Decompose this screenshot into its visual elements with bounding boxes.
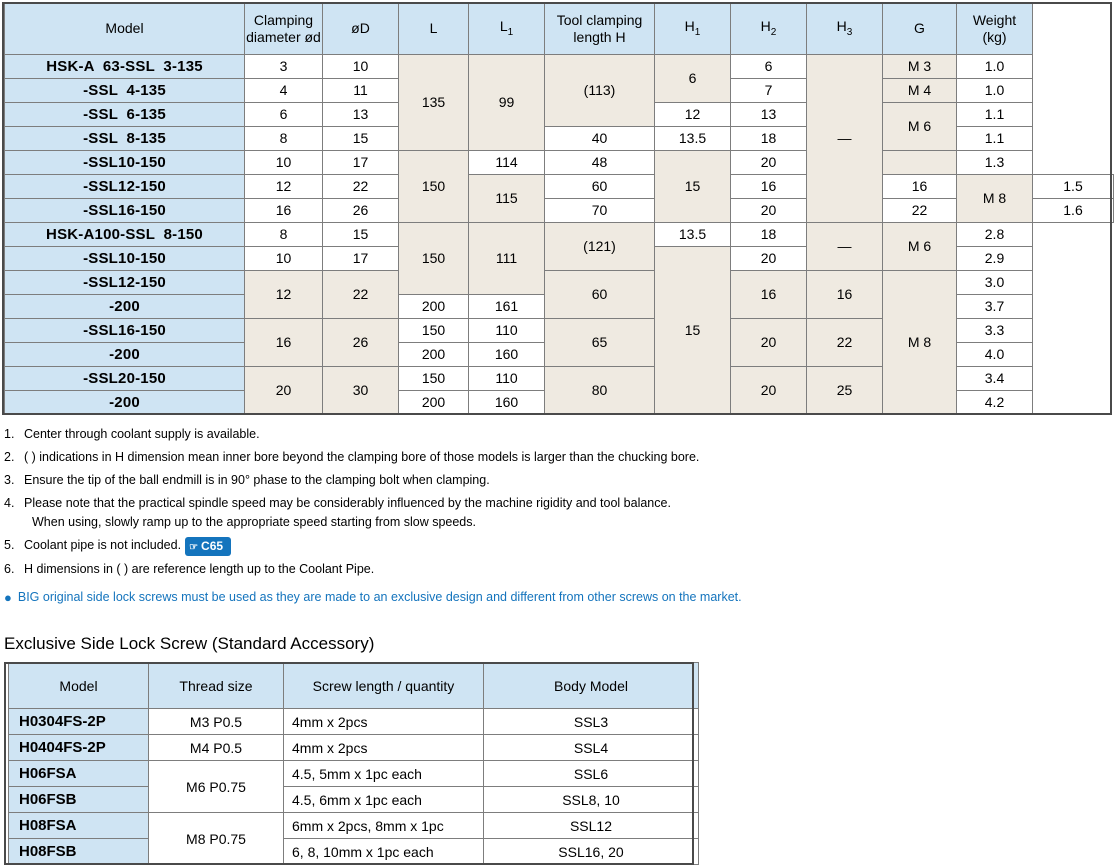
cell-screw-length: 4.5, 5mm x 1pc each — [284, 761, 484, 787]
cell-l1: 161 — [469, 295, 545, 319]
cell-model: -200 — [5, 343, 245, 367]
cell-h1: 13.5 — [655, 223, 731, 247]
col-header-h1 — [655, 3, 731, 55]
cell-od: 30 — [323, 367, 399, 415]
cell-model: HSK-A 63-SSL 3-135 — [5, 55, 245, 79]
cell-h2: 20 — [731, 319, 807, 367]
cell-g: M 6 — [883, 103, 957, 151]
cell-clamping-diameter: 8 — [245, 223, 323, 247]
h3-subscript: 3 — [846, 27, 853, 39]
page-reference-label: C65 — [201, 538, 224, 553]
cell-od: 22 — [323, 271, 399, 319]
cell-clamping-diameter: 6 — [245, 103, 323, 127]
cell-weight: 1.1 — [957, 127, 1033, 151]
cell-h2: 16 — [731, 175, 807, 199]
cell-clamping-diameter: 12 — [245, 175, 323, 199]
screw-table-header-row — [9, 663, 699, 709]
cell-body-model: SSL12 — [484, 813, 699, 839]
cell-weight: 1.0 — [957, 79, 1033, 103]
cell-weight: 2.9 — [957, 247, 1033, 271]
cell-screw-length: 6mm x 2pcs, 8mm x 1pc — [284, 813, 484, 839]
tool-clamping-line2: length H — [573, 28, 626, 45]
cell-h1: 15 — [655, 151, 731, 223]
highlight-note — [4, 590, 1117, 604]
col-header-weight — [957, 3, 1033, 55]
table-row — [5, 199, 1114, 223]
cell-clamping-diameter: 10 — [245, 151, 323, 175]
catalog-page — [0, 2, 1117, 867]
cell-od: 26 — [323, 319, 399, 367]
tool-clamping-line1: Tool clamping — [556, 12, 643, 29]
note-text: Please note that the practical spindle speed may be considerably influenced by the machine rigidity and tool balance. — [24, 496, 671, 511]
cell-screw-length: 4mm x 2pcs — [284, 709, 484, 735]
cell-tool-clamping-length: (113) — [545, 55, 655, 127]
note-text: Center through coolant supply is available. — [24, 427, 260, 441]
note-text: H dimensions in ( ) are reference length up to the Coolant Pipe. — [24, 562, 375, 577]
cell-od: 10 — [323, 55, 399, 79]
cell-h2: 16 — [731, 271, 807, 319]
note-number: 1. — [4, 427, 15, 441]
clamping-diameter-line1: Clamping — [253, 12, 314, 29]
cell-clamping-diameter: 8 — [245, 127, 323, 151]
note-item — [4, 536, 1117, 556]
cell-h1: 13.5 — [655, 127, 731, 151]
cell-body-model: SSL3 — [484, 709, 699, 735]
cell-tool-clamping-length: 80 — [545, 367, 655, 415]
cell-model: -SSL12-150 — [5, 175, 245, 199]
cell-l: 135 — [399, 55, 469, 151]
cell-weight: 2.8 — [957, 223, 1033, 247]
cell-g: M 8 — [957, 175, 1033, 223]
cell-g: M 3 — [883, 55, 957, 79]
note-number: 3. — [4, 473, 15, 488]
cell-od: 11 — [323, 79, 399, 103]
cell-l1: 114 — [469, 151, 545, 175]
cell-weight: 1.6 — [1033, 199, 1114, 223]
cell-clamping-diameter: 10 — [245, 247, 323, 271]
spec-table — [4, 2, 1114, 415]
cell-screw-model: H08FSB — [9, 839, 149, 865]
col-header-screw-model: Model — [9, 663, 149, 709]
weight-line1: Weight — [972, 12, 1017, 29]
cell-thread-size: M4 P0.5 — [149, 735, 284, 761]
cell-tool-clamping-length: 70 — [545, 199, 655, 223]
note-item — [4, 560, 1117, 578]
col-header-l: L — [399, 3, 469, 55]
cell-h3: 16 — [807, 271, 883, 319]
cell-model: -SSL 4-135 — [5, 79, 245, 103]
cell-tool-clamping-length: 40 — [545, 127, 655, 151]
cell-h3: 22 — [883, 199, 957, 223]
table-row — [5, 223, 1114, 247]
screw-table-wrapper — [4, 662, 694, 865]
cell-h2: 20 — [731, 199, 807, 223]
cell-l1: 160 — [469, 391, 545, 415]
cell-l1: 111 — [469, 223, 545, 295]
col-header-body-model: Body Model — [484, 663, 699, 709]
table-row — [9, 761, 699, 787]
cell-screw-length: 4.5, 6mm x 1pc each — [284, 787, 484, 813]
cell-clamping-diameter: 16 — [245, 199, 323, 223]
cell-body-model: SSL8, 10 — [484, 787, 699, 813]
cell-clamping-diameter: 4 — [245, 79, 323, 103]
weight-line2: (kg) — [982, 28, 1007, 45]
note-number: 5. — [4, 537, 15, 552]
cell-h3: 22 — [807, 319, 883, 367]
table-row — [9, 813, 699, 839]
cell-l: 200 — [399, 343, 469, 367]
cell-h2: 13 — [731, 103, 807, 127]
l1-subscript: 1 — [507, 27, 514, 39]
cell-l: 150 — [399, 223, 469, 295]
cell-tool-clamping-length: (121) — [545, 223, 655, 271]
cell-h1: 12 — [655, 103, 731, 127]
cell-l1: 115 — [469, 175, 545, 223]
cell-body-model: SSL6 — [484, 761, 699, 787]
bullet-icon: ● — [4, 590, 12, 606]
table-row — [5, 151, 1114, 175]
note-text: ( ) indications in H dimension mean inner bore beyond the clamping bore of those models is larger than the chucking bore. — [24, 450, 700, 465]
cell-model: -SSL20-150 — [5, 367, 245, 391]
cell-model: -SSL 8-135 — [5, 127, 245, 151]
cell-l1: 160 — [469, 343, 545, 367]
note-number: 2. — [4, 450, 15, 465]
note-item — [4, 494, 1117, 530]
col-header-tool-clamping-length — [545, 3, 655, 55]
h2-base: H — [760, 18, 771, 35]
cell-h3: — — [807, 223, 883, 271]
cell-tool-clamping-length: 48 — [545, 151, 655, 175]
note-text: Ensure the tip of the ball endmill is in 90° phase to the clamping bolt when clamping. — [24, 473, 490, 488]
spec-table-header-row — [5, 3, 1114, 55]
col-header-screw-length-quantity: Screw length / quantity — [284, 663, 484, 709]
cell-model: -SSL10-150 — [5, 151, 245, 175]
note-item — [4, 471, 1117, 489]
table-row — [5, 175, 1114, 199]
cell-weight: 1.0 — [957, 55, 1033, 79]
h3-base: H — [836, 18, 847, 35]
cell-screw-model: H06FSA — [9, 761, 149, 787]
cell-h2: 6 — [731, 55, 807, 79]
cell-l1: 110 — [469, 367, 545, 391]
col-header-clamping-diameter — [245, 3, 323, 55]
col-header-model: Model — [5, 3, 245, 55]
cell-weight: 4.0 — [957, 343, 1033, 367]
cell-h3: 25 — [807, 367, 883, 415]
note-item — [4, 448, 1117, 466]
cell-l1: 99 — [469, 55, 545, 151]
note-text-block — [24, 494, 1117, 530]
note-number: 6. — [4, 562, 15, 577]
cell-g: M 6 — [883, 223, 957, 271]
cell-h1: 15 — [655, 247, 731, 415]
cell-weight: 1.3 — [957, 151, 1033, 175]
cell-l1: 110 — [469, 319, 545, 343]
cell-model: -200 — [5, 391, 245, 415]
cell-screw-model: H0404FS-2P — [9, 735, 149, 761]
cell-l: 150 — [399, 151, 469, 223]
note-text: Coolant pipe is not included. — [24, 537, 182, 552]
cell-h2: 20 — [731, 151, 807, 175]
cell-weight: 3.3 — [957, 319, 1033, 343]
cell-od: 22 — [323, 175, 399, 199]
table-row — [5, 55, 1114, 79]
page-reference-link[interactable] — [185, 537, 231, 557]
cell-screw-model: H08FSA — [9, 813, 149, 839]
table-row — [9, 787, 699, 813]
cell-screw-model: H0304FS-2P — [9, 709, 149, 735]
cell-thread-size: M3 P0.5 — [149, 709, 284, 735]
col-header-thread-size: Thread size — [149, 663, 284, 709]
clamping-diameter-line2: diameter ød — [246, 28, 321, 45]
cell-l: 150 — [399, 367, 469, 391]
cell-l: 200 — [399, 391, 469, 415]
cell-screw-length: 4mm x 2pcs — [284, 735, 484, 761]
col-header-g: G — [883, 3, 957, 55]
cell-body-model: SSL16, 20 — [484, 839, 699, 865]
table-row — [5, 271, 1114, 295]
cell-od: 15 — [323, 223, 399, 247]
cell-od: 17 — [323, 151, 399, 175]
col-header-h3 — [807, 3, 883, 55]
cell-h3: — — [807, 55, 883, 223]
h1-subscript: 1 — [694, 27, 701, 39]
note-number: 4. — [4, 496, 15, 511]
note-item — [4, 425, 1117, 443]
table-row — [9, 839, 699, 865]
col-header-od: øD — [323, 3, 399, 55]
h2-subscript: 2 — [770, 27, 777, 39]
notes-list — [4, 425, 1117, 578]
cell-model: -SSL16-150 — [5, 199, 245, 223]
l1-base: L — [499, 18, 508, 35]
note-text-second-line: When using, slowly ramp up to the appropriate speed starting from slow speeds. — [32, 514, 476, 529]
cell-tool-clamping-length: 60 — [545, 271, 655, 319]
cell-thread-size: M8 P0.75 — [149, 813, 284, 865]
cell-weight: 4.2 — [957, 391, 1033, 415]
cell-weight: 3.7 — [957, 295, 1033, 319]
spec-table-wrapper — [2, 2, 1112, 415]
cell-h2: 7 — [731, 79, 807, 103]
col-header-l1 — [469, 3, 545, 55]
cell-od: 13 — [323, 103, 399, 127]
cell-g: M 8 — [883, 271, 957, 415]
highlight-note-text: BIG original side lock screws must be used as they are made to an exclusive design and different from other screws on the market. — [17, 590, 742, 605]
cell-model: -SSL10-150 — [5, 247, 245, 271]
cell-od: 15 — [323, 127, 399, 151]
cell-clamping-diameter: 20 — [245, 367, 323, 415]
cell-weight: 3.4 — [957, 367, 1033, 391]
cell-od: 17 — [323, 247, 399, 271]
cell-clamping-diameter: 3 — [245, 55, 323, 79]
cell-h1: 6 — [655, 55, 731, 103]
cell-model: -SSL12-150 — [5, 271, 245, 295]
h1-base: H — [684, 18, 695, 35]
cell-tool-clamping-length: 60 — [545, 175, 655, 199]
arrow-icon: ☞ — [189, 541, 199, 553]
cell-screw-model: H06FSB — [9, 787, 149, 813]
table-row — [9, 735, 699, 761]
cell-tool-clamping-length: 65 — [545, 319, 655, 367]
table-row — [9, 709, 699, 735]
cell-model: -200 — [5, 295, 245, 319]
cell-thread-size: M6 P0.75 — [149, 761, 284, 813]
cell-screw-length: 6, 8, 10mm x 1pc each — [284, 839, 484, 865]
cell-body-model: SSL4 — [484, 735, 699, 761]
cell-h2: 20 — [731, 367, 807, 415]
cell-clamping-diameter: 12 — [245, 271, 323, 319]
cell-l: 150 — [399, 319, 469, 343]
cell-h2: 18 — [731, 127, 807, 151]
cell-model: -SSL 6-135 — [5, 103, 245, 127]
cell-g: M 4 — [883, 79, 957, 103]
cell-weight: 1.5 — [1033, 175, 1114, 199]
cell-clamping-diameter: 16 — [245, 319, 323, 367]
section-title: Exclusive Side Lock Screw (Standard Accessory) — [4, 634, 375, 654]
cell-model: -SSL16-150 — [5, 319, 245, 343]
cell-l: 200 — [399, 295, 469, 319]
cell-h3: 16 — [883, 175, 957, 199]
note-text-block — [24, 536, 1117, 556]
cell-h2: 20 — [731, 247, 807, 271]
cell-h2: 18 — [731, 223, 807, 247]
col-header-h2 — [731, 3, 807, 55]
cell-weight: 1.1 — [957, 103, 1033, 127]
cell-model: HSK-A100-SSL 8-150 — [5, 223, 245, 247]
screw-table — [8, 662, 699, 865]
cell-od: 26 — [323, 199, 399, 223]
cell-weight: 3.0 — [957, 271, 1033, 295]
cell-g — [883, 151, 957, 175]
